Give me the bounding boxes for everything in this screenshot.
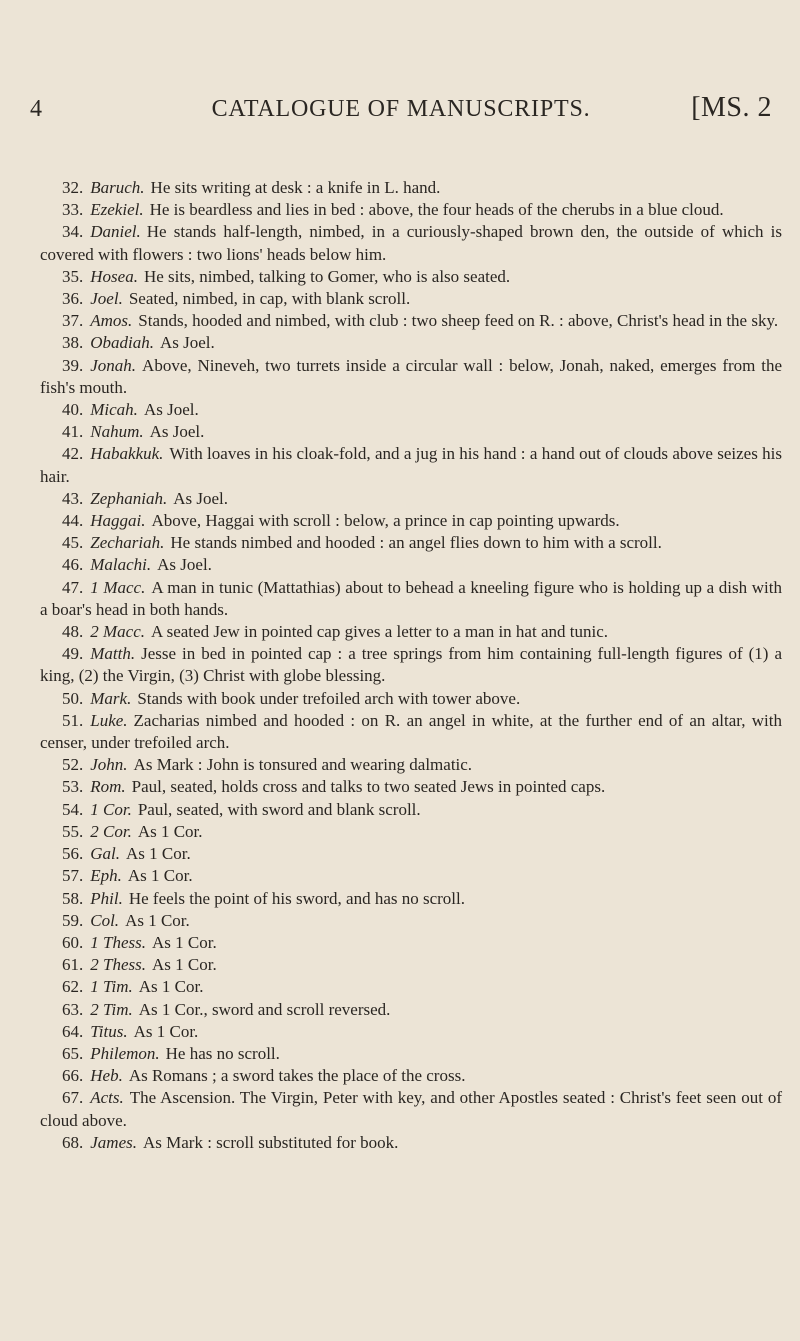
entry-number: 48. — [62, 622, 84, 642]
entry-description: As Joel. — [143, 400, 199, 420]
entry-book-name: Baruch. — [90, 178, 145, 197]
catalogue-entry — [40, 1065, 782, 1087]
entry-description: He stands nimbed and hooded : an angel flies down to him with a scroll. — [170, 533, 662, 553]
catalogue-entry — [40, 577, 782, 621]
entry-book-name: Malachi. — [90, 555, 152, 575]
entry-number: 49. — [62, 644, 84, 664]
catalogue-entry — [40, 976, 782, 998]
entry-book-name: Hosea. — [90, 266, 138, 286]
entry-description: As Joel. — [149, 422, 205, 442]
entry-description: Above, Haggai with scroll : below, a prince in cap pointing upwards. — [151, 511, 620, 531]
entry-book-name: Phil. — [90, 888, 123, 908]
entry-number: 53. — [62, 777, 84, 797]
entry-description: As 1 Cor. — [125, 910, 190, 930]
catalogue-entry — [40, 266, 782, 288]
entry-number: 37. — [62, 311, 84, 331]
catalogue-entry — [40, 643, 782, 687]
entry-number: 46. — [62, 555, 84, 575]
entry-description: He is beardless and lies in bed : above, the four heads of the cherubs in a blue cloud. — [149, 200, 724, 220]
page-number: 4 — [30, 96, 43, 122]
running-head — [30, 92, 772, 132]
entry-book-name: 2 Cor. — [90, 821, 132, 841]
catalogue-entry — [40, 999, 782, 1021]
catalogue-entry — [40, 288, 782, 310]
entry-description: As Joel. — [157, 555, 212, 575]
entry-description: As 1 Cor., sword and scroll reversed. — [138, 999, 391, 1019]
catalogue-entry — [40, 532, 782, 554]
entry-description: As 1 Cor. — [127, 866, 193, 886]
catalogue-entry — [40, 421, 782, 443]
entry-number: 40. — [62, 400, 84, 420]
entry-description: As 1 Cor. — [138, 977, 204, 997]
entry-description: Stands, hooded and nimbed, with club : two sheep feed on R. : above, Christ's head in the sky. — [138, 311, 779, 331]
entry-number: 34. — [62, 222, 84, 242]
entry-description: He sits, nimbed, talking to Gomer, who is also seated. — [143, 266, 511, 286]
entry-description: He sits writing at desk : a knife in L. hand. — [150, 178, 441, 197]
entry-description: As Joel. — [173, 488, 229, 508]
shelfmark: [MS. 2 — [691, 92, 772, 123]
entry-number: 43. — [62, 488, 84, 508]
entry-description: Paul, seated, holds cross and talks to two seated Jews in pointed caps. — [131, 777, 606, 797]
entry-number: 66. — [62, 1066, 84, 1086]
entry-number: 63. — [62, 999, 84, 1019]
catalogue-entry — [40, 776, 782, 798]
entry-book-name: 1 Thess. — [90, 932, 146, 952]
entry-book-name: Mark. — [90, 688, 132, 708]
entry-number: 65. — [62, 1043, 84, 1063]
catalogue-entry — [40, 843, 782, 865]
entry-description: As Mark : scroll substituted for book. — [142, 1132, 399, 1152]
entry-number: 41. — [62, 422, 84, 442]
entry-book-name: Rom. — [90, 777, 126, 797]
entry-description: He feels the point of his sword, and has no scroll. — [128, 888, 466, 908]
entry-book-name: 2 Macc. — [90, 622, 146, 642]
entry-book-name: Acts. — [90, 1088, 124, 1108]
entry-number: 60. — [62, 932, 84, 952]
catalogue-entry — [40, 621, 782, 643]
entry-number: 45. — [62, 533, 84, 553]
catalogue-entry — [40, 355, 782, 399]
entry-number: 54. — [62, 799, 84, 819]
catalogue-entry — [40, 865, 782, 887]
entry-book-name: Micah. — [90, 400, 138, 420]
catalogue-entry — [40, 799, 782, 821]
running-title: CATALOGUE OF MANUSCRIPTS. — [211, 96, 591, 122]
entry-number: 59. — [62, 910, 84, 930]
entry-book-name: Luke. — [90, 710, 128, 730]
entry-number: 64. — [62, 1021, 84, 1041]
entry-book-name: Daniel. — [90, 222, 141, 242]
catalogue-entry — [40, 1043, 782, 1065]
entry-book-name: Eph. — [90, 866, 122, 886]
catalogue-entry — [40, 510, 782, 532]
catalogue-entry — [40, 177, 782, 199]
catalogue-entry — [40, 310, 782, 332]
entry-description: The Ascension. The Virgin, Peter with key, and other Apostles seated : Christ's feet seen out of cloud above. — [40, 1088, 782, 1130]
catalogue-entry — [40, 910, 782, 932]
catalogue-entry — [40, 488, 782, 510]
catalogue-entry — [40, 399, 782, 421]
entry-number: 55. — [62, 821, 84, 841]
catalogue-entry — [40, 443, 782, 487]
entry-number: 38. — [62, 333, 84, 353]
entry-book-name: Habakkuk. — [90, 444, 164, 464]
catalogue-entry — [40, 954, 782, 976]
entry-description: Zacharias nimbed and hooded : on R. an angel in white, at the further end of an altar, with censer, under trefoiled arch. — [40, 710, 782, 753]
entry-book-name: Col. — [90, 910, 120, 930]
entry-number: 58. — [62, 888, 84, 908]
catalogue-entry — [40, 221, 782, 265]
entry-description: Paul, seated, with sword and blank scroll. — [137, 799, 421, 819]
entry-number: 39. — [62, 355, 84, 375]
entry-number: 62. — [62, 977, 84, 997]
entry-description: As Romans ; a sword takes the place of the cross. — [128, 1066, 466, 1086]
catalogue-entry — [40, 710, 782, 754]
entry-description: As 1 Cor. — [137, 821, 203, 841]
catalogue-entry — [40, 332, 782, 354]
entry-book-name: James. — [90, 1132, 137, 1152]
entry-description: Stands with book under trefoiled arch with tower above. — [137, 688, 521, 708]
entry-description: With loaves in his cloak-fold, and a jug in his hand : a hand out of clouds above seizes his hair. — [40, 444, 782, 486]
entry-number: 32. — [62, 178, 84, 197]
catalogue-entry — [40, 1021, 782, 1043]
entry-description: As 1 Cor. — [151, 932, 217, 952]
catalogue-entry — [40, 932, 782, 954]
entry-book-name: 2 Thess. — [90, 955, 146, 975]
entry-number: 67. — [62, 1088, 84, 1108]
entry-description: A seated Jew in pointed cap gives a letter to a man in hat and tunic. — [151, 622, 608, 642]
entry-description: As Joel. — [160, 333, 215, 353]
entry-book-name: Ezekiel. — [90, 200, 144, 220]
entry-book-name: Zephaniah. — [90, 488, 168, 508]
entry-number: 51. — [62, 710, 84, 730]
entry-book-name: Jonah. — [90, 355, 137, 375]
entry-book-name: Heb. — [90, 1066, 123, 1086]
entry-description: Above, Nineveh, two turrets inside a circular wall : below, Jonah, naked, emerges from the fish's mouth. — [40, 355, 782, 397]
entry-book-name: Obadiah. — [90, 333, 154, 353]
catalogue-entry — [40, 199, 782, 221]
entry-description: As Mark : John is tonsured and wearing dalmatic. — [133, 755, 473, 775]
entry-number: 68. — [62, 1132, 84, 1152]
entry-number: 50. — [62, 688, 84, 708]
entry-number: 42. — [62, 444, 84, 464]
entry-number: 44. — [62, 511, 84, 531]
entry-number: 52. — [62, 755, 84, 775]
entry-description: Seated, nimbed, in cap, with blank scroll. — [128, 289, 411, 309]
entry-book-name: 1 Tim. — [90, 977, 133, 997]
catalogue-entry — [40, 888, 782, 910]
entry-book-name: Gal. — [90, 844, 120, 864]
entry-number: 36. — [62, 289, 84, 309]
entry-list — [40, 177, 782, 1154]
entry-description: As 1 Cor. — [126, 844, 191, 864]
entry-description: He stands half-length, nimbed, in a curiously-shaped brown den, the outside of which is covered with flowers : two lions' heads below him. — [40, 222, 782, 264]
entry-number: 61. — [62, 955, 84, 975]
entry-book-name: Joel. — [90, 289, 123, 309]
entry-description: Jesse in bed in pointed cap : a tree springs from him containing full-length figures of (1) a king, (2) the Virgin, (3) Christ with globe blessing. — [40, 644, 782, 686]
catalogue-entry — [40, 554, 782, 576]
entry-book-name: Titus. — [90, 1021, 128, 1041]
entry-book-name: Amos. — [90, 311, 133, 331]
entry-number: 56. — [62, 844, 84, 864]
catalogue-entry — [40, 821, 782, 843]
entry-book-name: Zechariah. — [90, 533, 165, 553]
catalogue-entry — [40, 1087, 782, 1131]
entry-book-name: 2 Tim. — [90, 999, 133, 1019]
catalogue-entry — [40, 754, 782, 776]
entry-description: As 1 Cor. — [151, 955, 217, 975]
entry-book-name: Haggai. — [90, 511, 146, 531]
entry-book-name: John. — [90, 755, 128, 775]
entry-book-name: 1 Cor. — [90, 799, 132, 819]
entry-book-name: Philemon. — [90, 1043, 160, 1063]
entry-number: 33. — [62, 200, 84, 220]
entry-book-name: Nahum. — [90, 422, 144, 442]
entry-book-name: Matth. — [90, 644, 136, 664]
entry-description: As 1 Cor. — [133, 1021, 199, 1041]
entry-number: 47. — [62, 577, 84, 597]
entry-number: 57. — [62, 866, 84, 886]
entry-number: 35. — [62, 266, 84, 286]
catalogue-entry — [40, 1132, 782, 1154]
entry-book-name: 1 Macc. — [90, 577, 146, 597]
entry-description: He has no scroll. — [165, 1043, 280, 1063]
entry-description: A man in tunic (Mattathias) about to behead a kneeling figure who is holding up a dish with a boar's head in both hands. — [40, 577, 782, 619]
catalogue-entry — [40, 688, 782, 710]
